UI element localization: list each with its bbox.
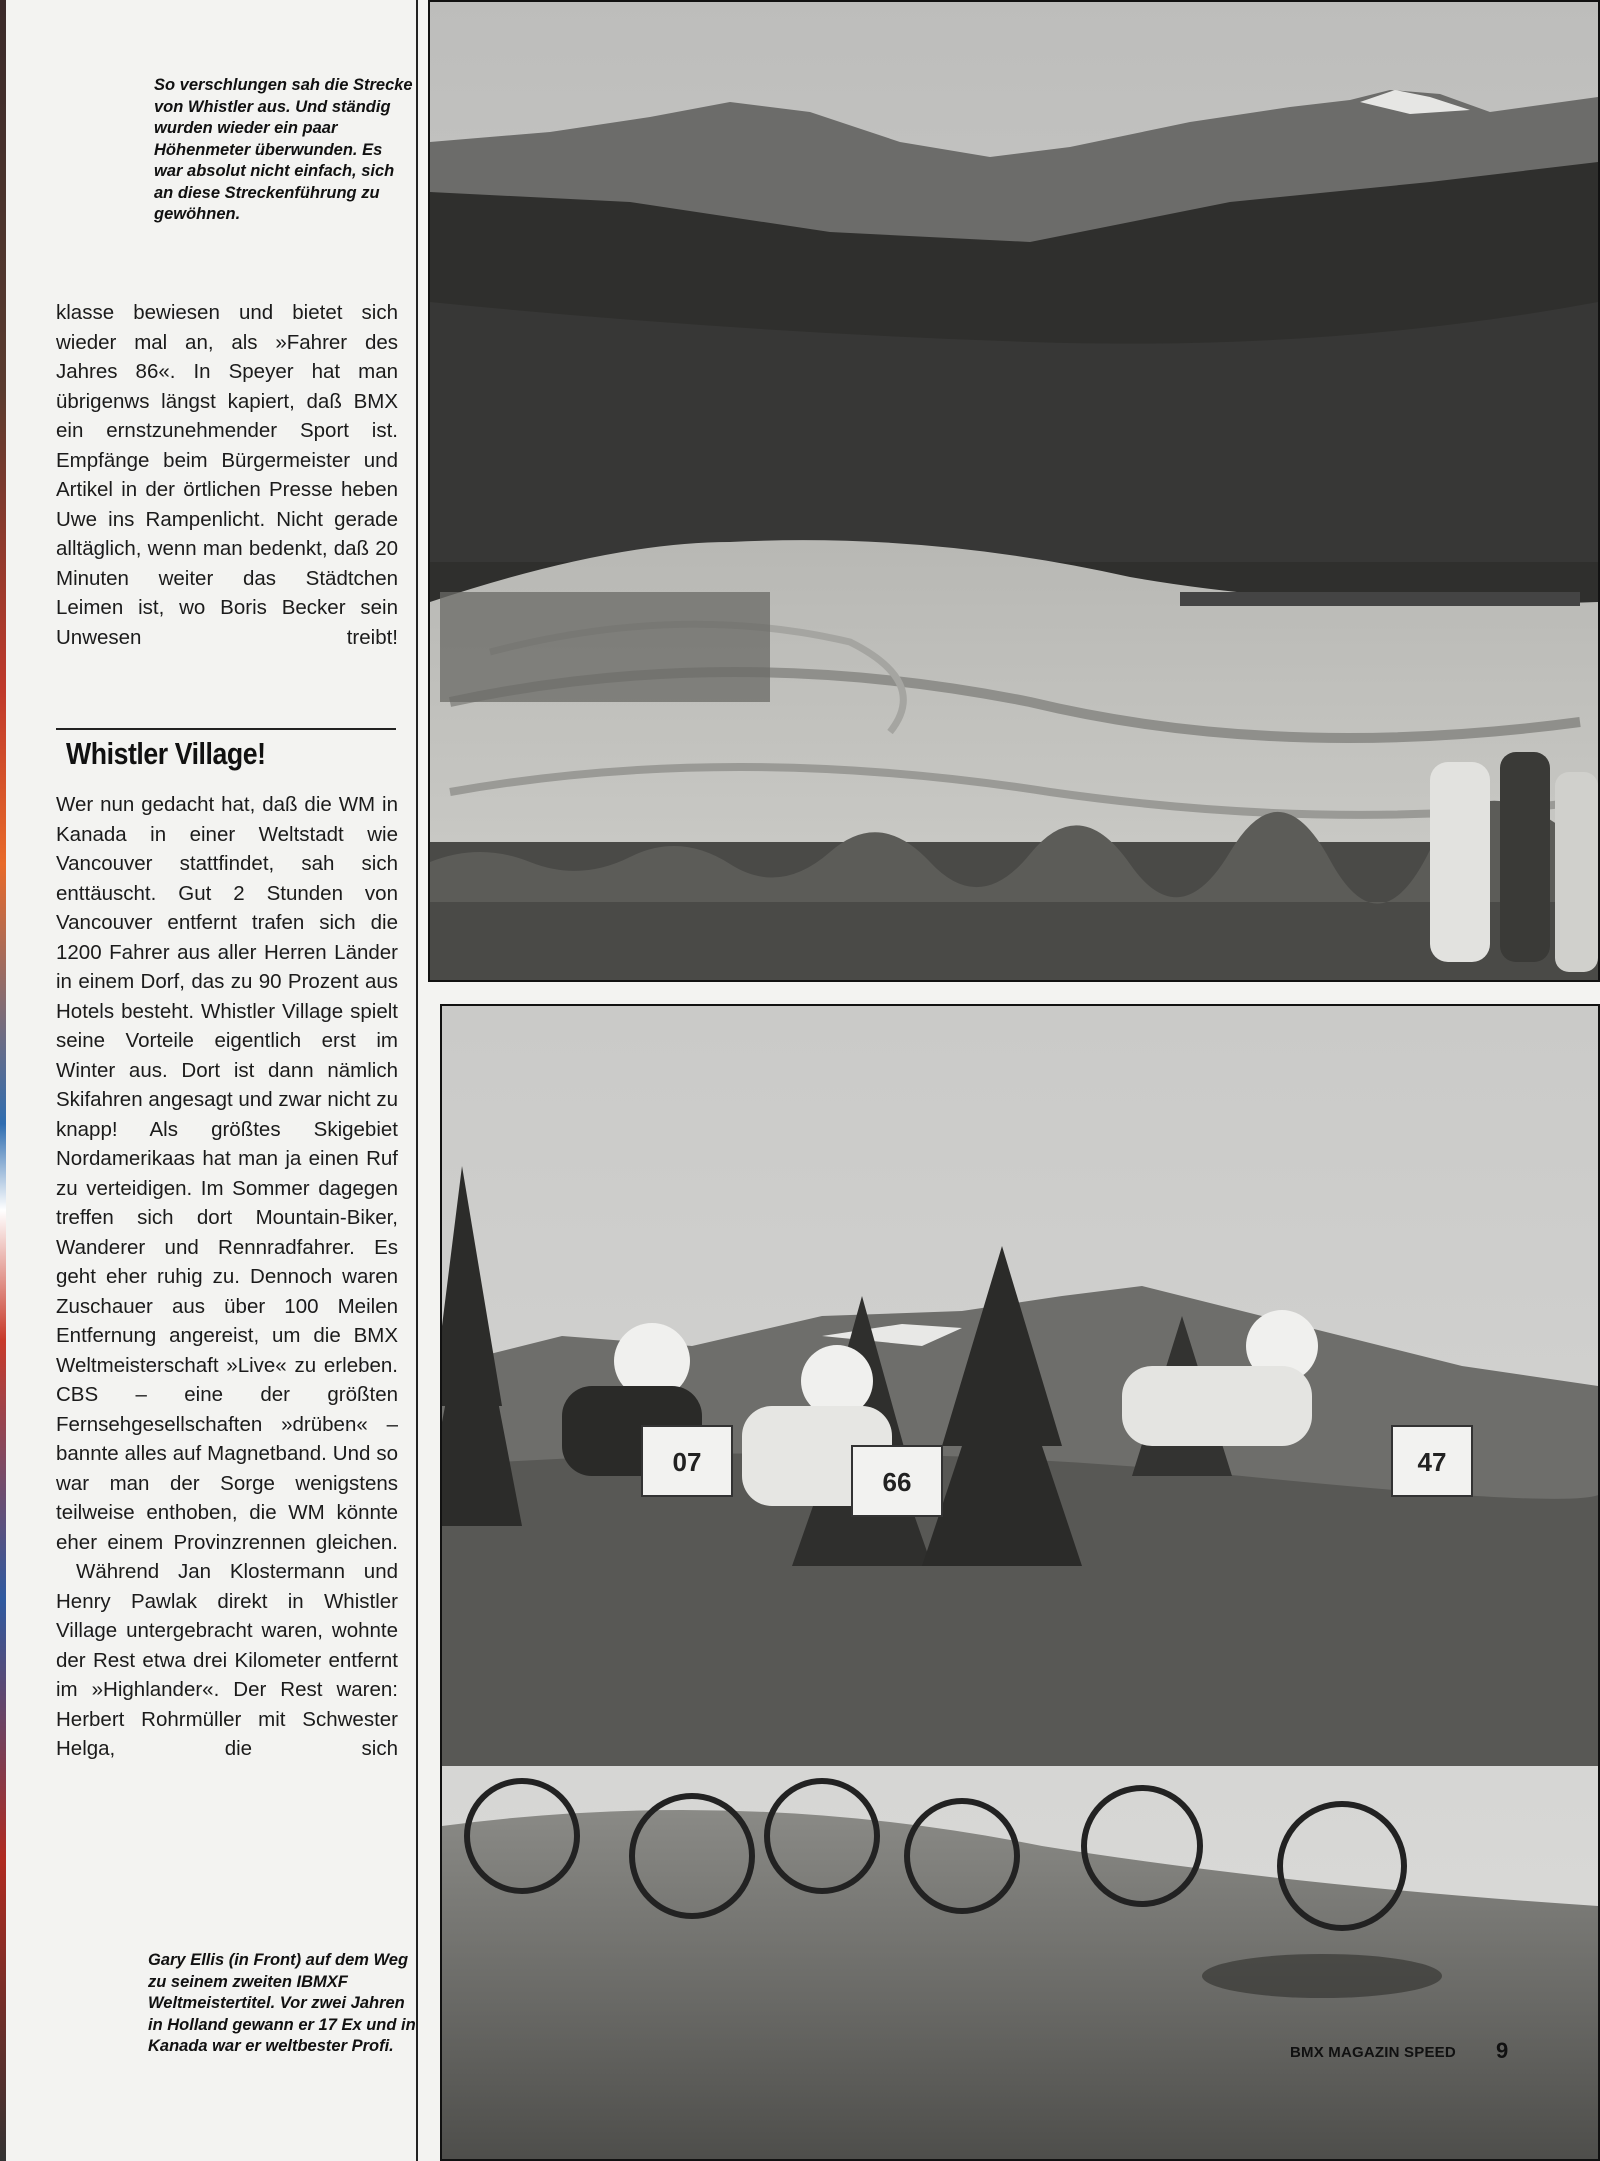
photo-bmx-riders bbox=[440, 1004, 1600, 2161]
number-plate-2: 66 bbox=[882, 1467, 912, 1497]
photo-bmx-track-image bbox=[430, 2, 1598, 980]
text-column bbox=[6, 0, 418, 2161]
article-paragraph-2: Wer nun gedacht hat, daß die WM in Kanada in einer Weltstadt wie Vancouver stattfindet, sah sich enttäuscht. Gut 2 Stunden von Vancouver entfernt trafen sich die 1200 Fahrer aus aller Herren Länder in einem Dorf, das zu 90 Prozent aus Hotels besteht. Whistler Village spielt seine Vorteile eigentlich erst im Winter aus. Dort ist dann nämlich Skifahren angesagt und zwar nicht zu knapp! Als größtes Skigebiet Nordamerikaas hat man ja einen Ruf zu verteidigen. Im Sommer dagegen treffen sich dort Mountain-Biker, Wanderer und Rennradfahrer. Es geht eher ruhig zu. Dennoch waren Zuschauer aus über 100 Meilen Entfernung angereist, um die BMX Weltmeisterschaft »Live« zu erleben. CBS – eine der größten Fernsehgesellschaften »drüben« – bannte alles auf Magnetband. Und so war man der Sorge wenigstens teilweise enthoben, die WM könnte eher einem Provinzrennen gleichen. bbox=[56, 793, 398, 1554]
caption-top: So verschlungen sah die Strecke von Whistler aus. Und ständig wurden wieder ein paar Höhenmeter überwunden. Es war absolut nicht einfach, sich an diese Streckenführung zu gewöhnen. bbox=[154, 76, 413, 223]
article-body-2 bbox=[56, 790, 398, 1764]
photo-bmx-riders-image bbox=[442, 1006, 1598, 2159]
section-divider bbox=[56, 728, 396, 730]
number-plate-1: 07 bbox=[672, 1447, 702, 1477]
caption-bottom: Gary Ellis (in Front) auf dem Weg zu seinem zweiten IBMXF Weltmeistertitel. Vor zwei Jahren in Holland gewann er 17 Ex und in Kanada war er weltbester Profi. bbox=[148, 1951, 416, 2055]
footer-magazine-name: BMX MAGAZIN SPEED bbox=[1290, 2044, 1456, 2061]
section-heading: Whistler Village! bbox=[66, 736, 266, 771]
page-number: 9 bbox=[1496, 2038, 1509, 2063]
number-plate-3: 47 bbox=[1417, 1447, 1447, 1477]
article-paragraph-1: klasse bewiesen und bietet sich wieder mal an, als »Fahrer des Jahres 86«. In Speyer hat man übrigenws längst kapiert, daß BMX ein ernstzunehmender Sport ist. Empfänge beim Bürgermeister und Artikel in der örtlichen Presse heben Uwe ins Rampenlicht. Nicht gerade alltäglich, wenn man bedenkt, daß 20 Minuten weiter das Städtchen Leimen ist, wo Boris Becker sein Unwesen treibt! bbox=[56, 301, 398, 649]
magazine-page bbox=[6, 0, 1600, 2161]
photo-bmx-track bbox=[428, 0, 1600, 982]
article-paragraph-3: Während Jan Klostermann und Henry Pawlak direkt in Whistler Village untergebracht waren, wohnte der Rest etwa drei Kilometer entfernt im »Highlander«. Der Rest waren: Herbert Rohrmüller mit Schwester Helga, die sich bbox=[56, 1560, 398, 1760]
